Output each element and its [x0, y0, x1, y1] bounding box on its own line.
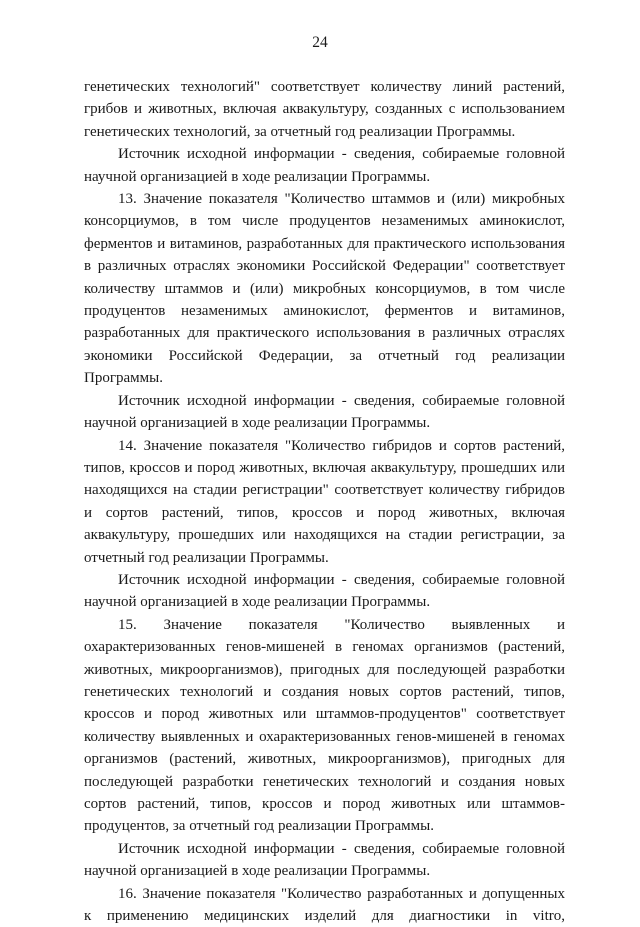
- paragraph-source-note: Источник исходной информации - сведения, собираемые головной научной организацией в ходе реализации Программы.: [84, 840, 565, 880]
- document-body: [84, 76, 565, 927]
- paragraph-continuation: генетических технологий" соответствует количеству линий растений, грибов и животных, включая аквакультуру, созданных с использованием генетических технологий, за отчетный год реализации Программы.: [84, 79, 565, 140]
- paragraph-indicator-16: 16. Значение показателя "Количество разработанных и допущенных к применению медицинских изделий для диагностики in vitro,: [84, 885, 565, 925]
- page-number: 24: [312, 34, 328, 51]
- paragraph-indicator-13: 13. Значение показателя "Количество штаммов и (или) микробных консорциумов, в том числе продуцентов незаменимых аминокислот, ферментов и витаминов, разработанных для практического использования в различных отраслях экономики Российской Федерации" соответствует количеству штаммов и (или) микробных консорциумов, в том числе продуцентов незаменимых аминокислот, ферментов и витаминов, разработанных для практического использования в различных отраслях экономики Российской Федерации, за отчетный год реализации Программы.: [84, 191, 565, 387]
- paragraph-indicator-15: 15. Значение показателя "Количество выявленных и охарактеризованных генов-мишеней в геномах организмов (растений, животных, микроорганизмов), пригодных для последующей разработки генетических технологий и создания новых сортов растений, типов, кроссов и пород животных или штаммов-продуцентов" соответствует количеству выявленных и охарактеризованных генов-мишеней в геномах организмов (растений, животных, микроорганизмов), пригодных для последующей разработки генетических технологий и создания новых сортов растений, типов, кроссов и пород животных или штаммов-продуцентов, за отчетный год реализации Программы.: [84, 616, 565, 835]
- paragraph-indicator-14: 14. Значение показателя "Количество гибридов и сортов растений, типов, кроссов и пород животных, включая аквакультуру, прошедших или находящихся на стадии регистрации" соответствует количеству гибридов и сортов растений, типов, кроссов и пород животных, включая аквакультуру, прошедших или находящихся на стадии регистрации, за отчетный год реализации Программы.: [84, 437, 565, 566]
- paragraph-source-note: Источник исходной информации - сведения, собираемые головной научной организацией в ходе реализации Программы.: [84, 146, 565, 185]
- paragraph-source-note: Источник исходной информации - сведения, собираемые головной научной организацией в ходе реализации Программы.: [84, 571, 565, 611]
- paragraph-source-note: Источник исходной информации - сведения, собираемые головной научной организацией в ходе реализации Программы.: [84, 392, 565, 432]
